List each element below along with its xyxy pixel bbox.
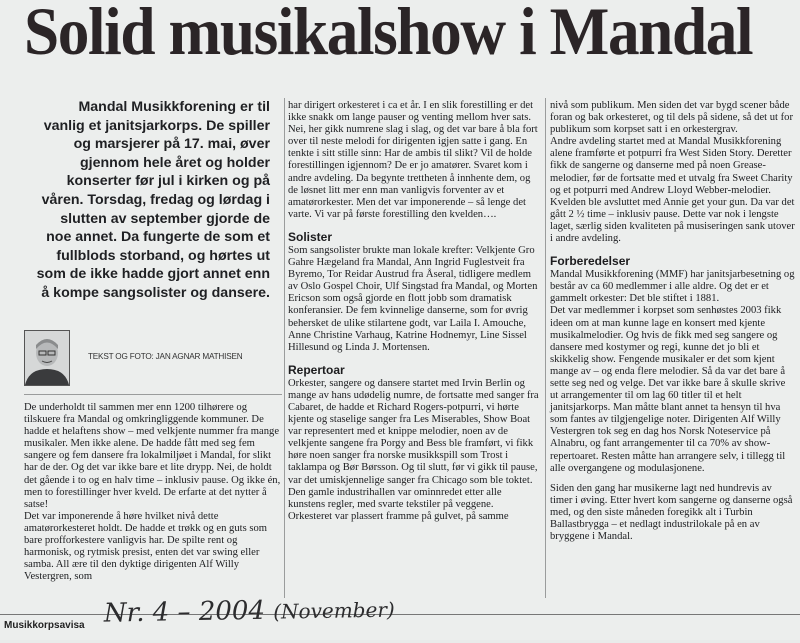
author-photo <box>24 330 70 386</box>
section-heading-solister: Solister <box>288 229 333 244</box>
article-headline: Solid musikalshow i Mandal <box>24 0 753 69</box>
author-portrait-icon <box>25 331 69 385</box>
column-3 <box>550 100 796 543</box>
section-heading-forberedelser: Forberedelser <box>550 254 631 269</box>
handwritten-issue: Nr. 4 – 2004 <box>103 595 266 629</box>
body-paragraph: Orkester, sangere og dansere startet med Irvin Berlin og mange av hans udødelig numre, de fortsatte med sanger fra Cabaret, de hadde et Richard Rogers-potpurri, vi hørte kjente og staselige sanger fra Les Miserables, Show Boat var representert med et knippe melodier, noen av de velkjente sangene fra Porgy and Bess ble framført, vi fikk høre noen sanger fra norske musikkspill som Trost i taklampa og Bør Børsson. Og til slutt, før vi gikk til pause, var det umiskjennelige sanger fra Chicago som ble toktet. <box>288 377 539 486</box>
publication-name: Musikkorpsavisa <box>4 620 85 631</box>
body-paragraph: Siden den gang har musikerne lagt ned hundrevis av timer i øving. Etter hvert kom sangerne og danserne også med, og den siste måneden foregikk alt i Turbin Ballastbrygga – et nedlagt industrilokale på en av bryggene i Mandal. <box>550 482 793 543</box>
body-paragraph: Det var imponerende å høre hvilket nivå dette amatørorkesteret holdt. De hadde et trøkk og en guts som bare profforkestere vanligvis har. De spilte rent og harmonisk, og rytmisk presist, enten det var swing eller samba. All ære til den dyktige dirigenten Alf Willy Vestergren, som <box>24 510 268 583</box>
section-heading-repertoar: Repertoar <box>288 362 345 377</box>
body-paragraph: har dirigert orkesteret i ca et år. I en slik forestilling er det ikke snakk om lange pauser og venting mellom hver sats. Nei, her gikk numrene slag i slag, og det var bare å bla fort over til neste melodi for dirigenten igjen satte i gang. En tenkte i sitt stille sinn: Har de ambis til slikt? Vil de holde forestillingen igjennom? De er jo amatører. Svaret kom i andre avdeling. Da begynte trettheten å innhente dem, og de løsnet litt mer enn man vanligvis forventer av et amatørorkester. Men det var imponerende – så lenge det varte. Vi var på første forestilling den kvelden…. <box>288 100 538 220</box>
body-paragraph: Mandal Musikkforening (MMF) har janitsjarbesetning og består av ca 60 medlemmer i alle aldre. Og det er et gammelt orkester: Det ble stiftet i 1881. <box>550 269 795 305</box>
body-paragraph: De underholdt til sammen mer enn 1200 tilhørere og tilskuere fra Mandal og omkringliggende kommuner. De hadde et helaftens show – med velkjente nummer fra mange musikaler. Men ikke alene. De hadde fått med seg fem sangere og fem dansere fra lokalmiljøet i Mandal, for slikt har de der. Og det var ikke bare et lite drypp. Nei, de holdt det gående i to og en halv time – inklusiv pause. Og ikke én, men to forestillinger hver kveld. De erfarte at det nytter å satse! <box>24 402 281 510</box>
divider <box>24 394 282 395</box>
body-paragraph: Den gamle industrihallen var ominnredet etter alle kunstens regler, med svarte tekstiler på veggene. Orkesteret var plassert framme på gulvet, på samme <box>288 486 509 522</box>
column-2 <box>288 100 540 523</box>
handwritten-issue-note <box>104 593 405 642</box>
body-paragraph: nivå som publikum. Men siden det var bygd scener både foran og bak orkesteret, og til dels på sidene, så det ut for publikum som korpset satt i en orkestergrav. <box>550 100 793 136</box>
column-divider <box>545 98 546 598</box>
body-paragraph: Som sangsolister brukte man lokale krefter: Velkjente Gro Gahre Hægeland fra Mandal, Ann Ingrid Fuglestveit fra Byremo, Tor Reidar Austrud fra Åseral, tidligere medlem av Oslo Gospel Choir, Ulf Singstad fra Mandal, og Morten Ericson som også gjorde en flott jobb som dramatisk konferansier. De fem kvinnelige danserne, som for øvrig behersket de ulike stilartene godt, var Laila I. Amouche, Anne Christine Varhaug, Katrine Hodnemyr, Line Sissel Hillesund og Linda J. Mortensen. <box>288 244 538 353</box>
column-divider <box>284 98 285 598</box>
body-paragraph: Andre avdeling startet med at Mandal Musikkforening alene framførte et potpurri fra West Siden Story. Deretter fikk de sangerne og danserne med på noen Grease-melodier, før de fortsatte med et utvalg fra Sweet Charity og et potpurri med Andrew Lloyd Webber-melodier. Kvelden ble avsluttet med Annie get your gun. Da var det gått 2 ½ time – inklusiv pause. Dette var nok i lengste laget, særlig siden kvaliteten på musiseringen sank utover i andre avdeling. <box>550 136 795 245</box>
column-1 <box>24 402 282 583</box>
article-ingress: Mandal Musikkforening er til vanlig et janitsjarkorps. De spiller og marsjerer på 17. mai, øver gjennom hele året og holder konserter før jul i kirken og på våren. Torsdag, fredag og lørdag i slutten av september gjorde de noe annet. Da fungerte de som et fullblods storband, og hørtes ut som de ikke hadde gjort annet enn å kompe sangsolister og dansere. <box>36 99 270 301</box>
handwritten-month: (November) <box>273 597 395 624</box>
body-paragraph: Det var medlemmer i korpset som senhøstes 2003 fikk ideen om at man kunne lage en konsert med kjente musikalmelodier. Og hvis de fikk med seg sangere og dansere med kostymer og regi, kunne det jo bli et skikkelig show. Fengende musikaler er det som kjent mange av – og enda flere melodier. Så da var det bare å sette seg ned og velge. Det var ikke bare å skulle skrive ut arrangementer til om lag 60 titler til et helt janitsjarkorps. Man måtte blant annet ta hensyn til hva som fantes av tilgjengelige noter. Dirigenten Alf Willy Vestergren tok seg en dag hos Norsk Noteservice på Alnabru, og fant arrangementer til ca 70% av show-repertoaret. Resten måtte han arrangere selv, i tillegg til alle overgangene og modulasjonene. <box>550 305 786 474</box>
article-credit: TEKST OG FOTO: JAN AGNAR MATHISEN <box>88 352 243 361</box>
